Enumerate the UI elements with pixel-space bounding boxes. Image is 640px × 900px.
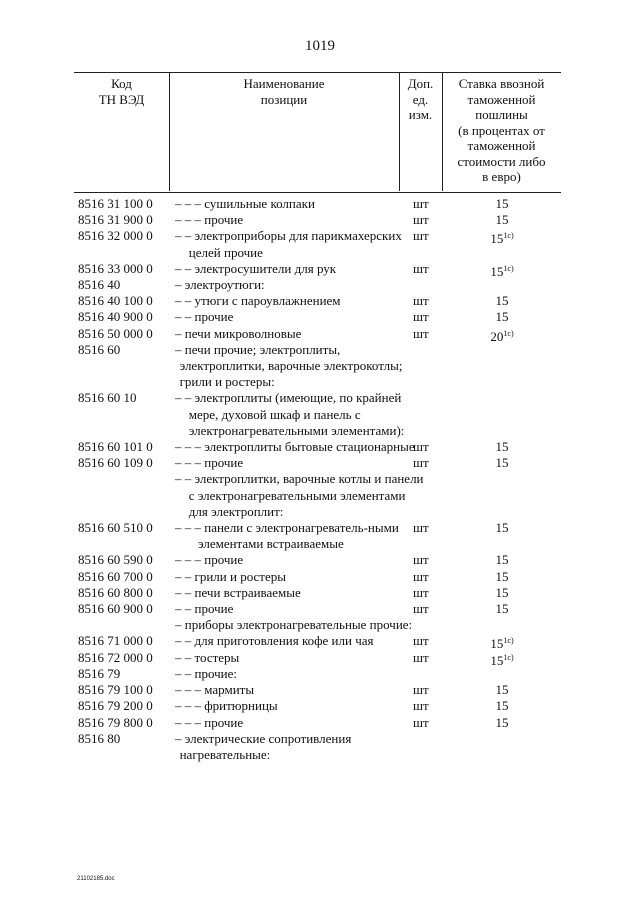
hierarchy-dash: – – – bbox=[175, 682, 201, 698]
unit-of-measure: шт bbox=[413, 196, 429, 211]
duty-rate-value: 15 bbox=[495, 212, 509, 228]
header-unit: Доп. ед. изм. bbox=[407, 76, 434, 122]
position-name-text: электроплиты бытовые стационарные bbox=[204, 439, 415, 455]
hierarchy-dash: – – – bbox=[175, 552, 201, 568]
unit-of-measure: шт bbox=[413, 568, 429, 584]
unit-of-measure: шт bbox=[413, 682, 429, 698]
tn-ved-code: 8516 50 000 0 bbox=[78, 325, 153, 341]
footnote-ref: 1с) bbox=[503, 231, 514, 241]
table-row bbox=[0, 601, 640, 617]
hierarchy-dash: – – bbox=[175, 601, 192, 617]
position-name-text: электроплитки, варочные котлы и панели с электронагревательными элементами для электроплит: bbox=[188, 471, 427, 519]
table-row bbox=[0, 617, 640, 633]
hierarchy-dash: – – bbox=[175, 649, 192, 665]
position-name-text: печи микроволновые bbox=[184, 325, 302, 341]
position-name bbox=[175, 601, 427, 617]
position-name bbox=[175, 293, 427, 309]
position-name-text: прочие bbox=[204, 455, 244, 471]
position-name bbox=[175, 682, 436, 698]
position-name-text: грили и ростеры bbox=[194, 568, 286, 584]
hierarchy-dash: – – – bbox=[175, 714, 201, 730]
hierarchy-dash: – – – bbox=[175, 520, 201, 536]
position-name bbox=[175, 731, 418, 763]
position-name bbox=[175, 212, 436, 228]
position-name bbox=[175, 633, 427, 649]
duty-rate-value: 20 bbox=[490, 328, 504, 344]
table-row bbox=[0, 731, 640, 763]
duty-rate-value: 15 bbox=[490, 652, 504, 668]
page-number: 1019 bbox=[305, 38, 335, 54]
hierarchy-dash: – – bbox=[175, 665, 192, 681]
header-name: Наименование позиции bbox=[243, 76, 325, 107]
unit-of-measure: шт bbox=[413, 714, 429, 730]
table-row bbox=[0, 439, 640, 455]
unit-of-measure: шт bbox=[413, 293, 429, 309]
unit-of-measure: шт bbox=[413, 439, 429, 455]
hierarchy-dash: – – bbox=[175, 309, 192, 325]
position-name bbox=[175, 585, 427, 601]
hierarchy-dash: – – bbox=[175, 228, 192, 244]
unit-of-measure: шт bbox=[413, 212, 429, 228]
table-row bbox=[0, 633, 640, 652]
duty-rate-value: 15 bbox=[495, 196, 509, 211]
table-row bbox=[0, 552, 640, 568]
position-name-text: электроплиты (имеющие, по крайней мере, духовой шкаф и панель с электронагревательными элементами): bbox=[188, 390, 405, 438]
tn-ved-code: 8516 60 109 0 bbox=[78, 455, 153, 471]
duty-rate bbox=[442, 698, 562, 714]
tn-ved-code: 8516 60 900 0 bbox=[78, 601, 153, 617]
unit-of-measure: шт bbox=[413, 552, 429, 568]
unit-of-measure: шт bbox=[413, 309, 429, 325]
position-name bbox=[175, 261, 427, 277]
header-bottom-rule bbox=[74, 192, 561, 193]
table-row bbox=[0, 520, 640, 552]
position-name bbox=[175, 520, 436, 552]
tn-ved-code: 8516 60 700 0 bbox=[78, 568, 153, 584]
duty-rate bbox=[442, 585, 562, 601]
position-name-text: прочие bbox=[204, 552, 244, 568]
table-row bbox=[0, 682, 640, 698]
unit-of-measure: шт bbox=[413, 601, 429, 617]
tn-ved-code: 8516 79 800 0 bbox=[78, 714, 153, 730]
duty-rate-value: 15 bbox=[495, 520, 509, 536]
position-name bbox=[175, 277, 418, 293]
position-name bbox=[175, 439, 436, 455]
position-name-text: тостеры bbox=[194, 649, 240, 665]
unit-of-measure: шт bbox=[413, 228, 429, 244]
footnote-ref: 1с) bbox=[503, 263, 514, 273]
unit-of-measure: шт bbox=[413, 584, 429, 600]
duty-rate bbox=[442, 293, 562, 309]
position-name-text: утюги с пароувлажнением bbox=[194, 293, 341, 309]
hierarchy-dash: – – – bbox=[175, 196, 201, 211]
hierarchy-dash: – – bbox=[175, 390, 192, 406]
position-name-text: мармиты bbox=[204, 682, 255, 698]
position-name bbox=[175, 650, 427, 666]
duty-rate-value: 15 bbox=[490, 231, 504, 247]
table-row bbox=[0, 342, 640, 391]
position-name-text: прочие bbox=[204, 714, 244, 730]
hierarchy-dash: – bbox=[175, 325, 182, 341]
tn-ved-code: 8516 79 100 0 bbox=[78, 682, 153, 698]
position-name bbox=[175, 196, 436, 212]
tn-ved-code: 8516 71 000 0 bbox=[78, 633, 153, 649]
tn-ved-code: 8516 60 10 bbox=[78, 390, 137, 406]
position-name-text: панели с электронагреватель-ными элементами встраиваемые bbox=[198, 520, 403, 552]
duty-rate bbox=[442, 552, 562, 568]
table-row bbox=[0, 293, 640, 309]
tn-ved-code: 8516 79 bbox=[78, 665, 121, 681]
unit-of-measure: шт bbox=[413, 698, 429, 714]
tn-ved-code: 8516 79 200 0 bbox=[78, 698, 153, 714]
table-row bbox=[0, 326, 640, 342]
tn-ved-code: 8516 60 590 0 bbox=[78, 552, 153, 568]
position-name-text: фритюрницы bbox=[204, 698, 278, 714]
hierarchy-dash: – – – bbox=[175, 439, 201, 455]
hierarchy-dash: – – – bbox=[175, 698, 201, 714]
duty-rate-value: 15 bbox=[495, 309, 509, 325]
header-rate: Ставка ввозной таможенной пошлины (в процентах от таможенной стоимости либо в евро) bbox=[457, 76, 546, 184]
duty-rate-value: 15 bbox=[490, 636, 504, 652]
tn-ved-code: 8516 72 000 0 bbox=[78, 649, 153, 665]
duty-rate bbox=[442, 212, 562, 228]
position-name-text: сушильные колпаки bbox=[204, 196, 315, 211]
hierarchy-dash: – bbox=[175, 341, 182, 357]
position-name-text: электроприборы для парикмахерских целей прочие bbox=[188, 228, 406, 260]
duty-rate bbox=[442, 715, 562, 731]
table-row bbox=[0, 666, 640, 682]
table-row bbox=[0, 569, 640, 585]
unit-of-measure: шт bbox=[413, 520, 429, 536]
table-row bbox=[0, 390, 640, 439]
position-name-text: приборы электронагревательные прочие: bbox=[184, 617, 413, 633]
duty-rate-value: 15 bbox=[495, 714, 509, 730]
duty-rate-value: 15 bbox=[495, 455, 509, 471]
unit-of-measure: шт bbox=[413, 649, 429, 665]
unit-of-measure: шт bbox=[413, 633, 429, 649]
position-name-text: электрические сопротивления нагревательные: bbox=[179, 730, 355, 762]
duty-rate bbox=[442, 569, 562, 585]
position-name bbox=[175, 455, 436, 471]
tn-ved-code: 8516 32 000 0 bbox=[78, 228, 153, 244]
hierarchy-dash: – – bbox=[175, 293, 192, 309]
position-name-text: печи прочие; электроплиты, электроплитки, варочные электрокотлы; грили и ростеры: bbox=[179, 341, 406, 390]
tn-ved-code: 8516 40 900 0 bbox=[78, 309, 153, 325]
duty-rate-value: 15 bbox=[495, 682, 509, 698]
position-name bbox=[175, 471, 427, 520]
table-row bbox=[0, 212, 640, 228]
position-name-text: электроутюги: bbox=[184, 277, 265, 293]
hierarchy-dash: – bbox=[175, 617, 182, 633]
tn-ved-code: 8516 60 bbox=[78, 341, 121, 357]
position-name bbox=[175, 715, 436, 731]
table-row bbox=[0, 698, 640, 714]
tariff-table-body bbox=[0, 196, 640, 763]
duty-rate bbox=[442, 682, 562, 698]
table-row bbox=[0, 277, 640, 293]
duty-rate bbox=[442, 196, 562, 212]
table-row bbox=[0, 228, 640, 260]
duty-rate-value: 15 bbox=[495, 584, 509, 600]
tn-ved-code: 8516 40 100 0 bbox=[78, 293, 153, 309]
tn-ved-code: 8516 60 101 0 bbox=[78, 439, 153, 455]
duty-rate-value: 15 bbox=[495, 601, 509, 617]
table-row bbox=[0, 650, 640, 666]
footer-filename: 21102185.doc bbox=[77, 876, 115, 882]
position-name bbox=[175, 390, 427, 439]
position-name-text: прочие bbox=[194, 601, 234, 617]
position-name-text: печи встраиваемые bbox=[194, 584, 301, 600]
table-row bbox=[0, 196, 640, 212]
duty-rate bbox=[442, 228, 562, 247]
tn-ved-code: 8516 33 000 0 bbox=[78, 260, 153, 276]
duty-rate-value: 15 bbox=[495, 439, 509, 455]
position-name-text: прочие: bbox=[194, 665, 237, 681]
duty-rate-value: 15 bbox=[495, 293, 509, 309]
hierarchy-dash: – – bbox=[175, 260, 192, 276]
unit-of-measure: шт bbox=[413, 260, 429, 276]
position-name bbox=[175, 617, 418, 633]
duty-rate bbox=[442, 455, 562, 471]
footnote-ref: 1с) bbox=[503, 328, 514, 338]
hierarchy-dash: – – – bbox=[175, 212, 201, 228]
position-name bbox=[175, 342, 418, 391]
header-code: Код ТН ВЭД bbox=[98, 76, 145, 107]
hierarchy-dash: – bbox=[175, 277, 182, 293]
hierarchy-dash: – – – bbox=[175, 455, 201, 471]
table-row bbox=[0, 261, 640, 277]
footnote-ref: 1с) bbox=[503, 636, 514, 646]
hierarchy-dash: – – bbox=[175, 584, 192, 600]
duty-rate bbox=[442, 601, 562, 617]
unit-of-measure: шт bbox=[413, 455, 429, 471]
duty-rate-value: 15 bbox=[495, 698, 509, 714]
table-row bbox=[0, 715, 640, 731]
table-top-rule bbox=[74, 72, 561, 73]
unit-of-measure: шт bbox=[413, 325, 429, 341]
position-name bbox=[175, 666, 427, 682]
hierarchy-dash: – – bbox=[175, 633, 192, 649]
hierarchy-dash: – bbox=[175, 730, 182, 746]
duty-rate bbox=[442, 439, 562, 455]
duty-rate-value: 15 bbox=[495, 568, 509, 584]
tn-ved-code: 8516 60 510 0 bbox=[78, 520, 153, 536]
position-name-text: электросушители для рук bbox=[194, 260, 337, 276]
duty-rate-value: 15 bbox=[490, 263, 504, 279]
tn-ved-code: 8516 40 bbox=[78, 277, 121, 293]
footnote-ref: 1с) bbox=[503, 652, 514, 662]
duty-rate bbox=[442, 309, 562, 325]
tn-ved-code: 8516 31 900 0 bbox=[78, 212, 153, 228]
position-name bbox=[175, 326, 418, 342]
tn-ved-code: 8516 31 100 0 bbox=[78, 196, 153, 211]
table-row bbox=[0, 455, 640, 471]
position-name bbox=[175, 552, 436, 568]
tn-ved-code: 8516 60 800 0 bbox=[78, 584, 153, 600]
hierarchy-dash: – – bbox=[175, 471, 192, 487]
position-name-text: прочие bbox=[204, 212, 244, 228]
duty-rate-value: 15 bbox=[495, 552, 509, 568]
tn-ved-code: 8516 80 bbox=[78, 730, 121, 746]
hierarchy-dash: – – bbox=[175, 568, 192, 584]
position-name bbox=[175, 228, 427, 260]
position-name bbox=[175, 569, 427, 585]
table-row bbox=[0, 585, 640, 601]
position-name bbox=[175, 309, 427, 325]
duty-rate bbox=[442, 520, 562, 536]
position-name-text: прочие bbox=[194, 309, 234, 325]
table-row bbox=[0, 471, 640, 520]
table-row bbox=[0, 309, 640, 325]
position-name bbox=[175, 698, 436, 714]
position-name-text: для приготовления кофе или чая bbox=[194, 633, 374, 649]
